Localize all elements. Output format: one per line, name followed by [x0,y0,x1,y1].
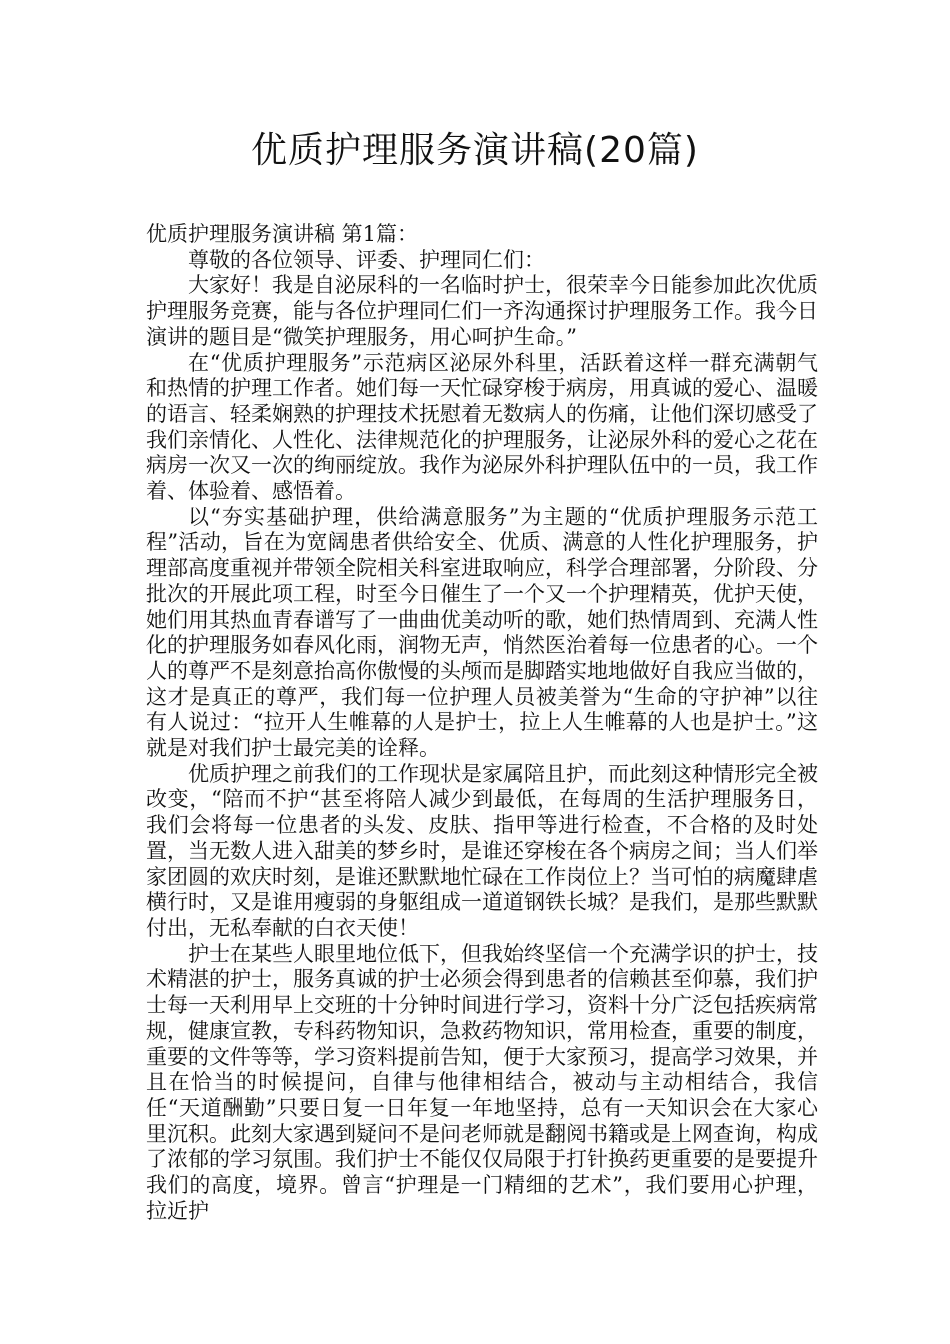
body-paragraph: 护士在某些人眼里地位低下，但我始终坚信一个充满学识的护士，技术精湛的护士，服务真诚的护士必须会得到患者的信赖甚至仰慕，我们护士每一天利用早上交班的十分钟时间进行学习，资料十分广泛包括疾病常规，健康宣教，专科药物知识，急救药物知识，常用检查，重要的制度，重要的文件等等，学习资料提前告知，便于大家预习，提高学习效果，并且在恰当的时候提问，自律与他律相结合，被动与主动相结合，我信任“天道酬勤”只要日复一日年复一年地坚持，总有一天知识会在大家心里沉积。此刻大家遇到疑问不是问老师就是翻阅书籍或是上网查询，构成了浓郁的学习氛围。我们护士不能仅仅局限于打针换药更重要的是要提升我们的高度，境界。曾言“护理是一门精细的艺术”，我们要用心护理，拉近护 [146,941,818,1223]
document-title: 优质护理服务演讲稿(20篇) [251,130,699,171]
body-paragraph: 优质护理之前我们的工作现状是家属陪且护，而此刻这种情形完全被改变，“陪而不护“甚至将陪人减少到最低，在每周的生活护理服务日，我们会将每一位患者的头发、皮肤、指甲等进行检查，不合格的及时处置，当无数人进入甜美的梦乡时，是谁还穿梭在各个病房之间；当人们举家团圆的欢庆时刻，是谁还默默地忙碌在工作岗位上？当可怕的病魔肆虐横行时，又是谁用瘦弱的身躯组成一道道钢铁长城？是我们，是那些默默付出，无私奉献的白衣天使！ [146,761,818,940]
body-paragraph: 在“优质护理服务”示范病区泌尿外科里，活跃着这样一群充满朝气和热情的护理工作者。她们每一天忙碌穿梭于病房，用真诚的爱心、温暖的语言、轻柔娴熟的护理技术抚慰着无数病人的伤痛，让他们深切感受了我们亲情化、人性化、法律规范化的护理服务，让泌尿外科的爱心之花在病房一次又一次的绚丽绽放。我作为泌尿外科护理队伍中的一员，我工作着、体验着、感悟着。 [146,350,818,504]
section-heading: 优质护理服务演讲稿 第1篇： [146,222,419,246]
document-body [146,222,818,1224]
body-paragraph: 大家好！我是自泌尿科的一名临时护士，很荣幸今日能参加此次优质护理服务竞赛，能与各位护理同仁们一齐沟通探讨护理服务工作。我今日演讲的题目是“微笑护理服务，用心呵护生命。” [146,273,818,349]
salutation-paragraph: 尊敬的各位领导、评委、护理同仁们： [188,247,545,272]
body-paragraph: 以“夯实基础护理，供给满意服务”为主题的“优质护理服务示范工程”活动，旨在为宽阔患者供给安全、优质、满意的人性化护理服务，护理部高度重视并带领全院相关科室进取响应，科学合理部署，分阶段、分批次的开展此项工程，时至今日催生了一个又一个护理精英，优护天使，她们用其热血青春谱写了一曲曲优美动听的歌，她们热情周到、充满人性化的护理服务如春风化雨，润物无声，悄然医治着每一位患者的心。一个人的尊严不是刻意抬高你傲慢的头颅而是脚踏实地地做好自我应当做的，这才是真正的尊严，我们每一位护理人员被美誉为“生命的守护神”以往有人说过：“拉开人生帷幕的人是护士，拉上人生帷幕的人也是护士。”这就是对我们护士最完美的诠释。 [146,504,818,761]
